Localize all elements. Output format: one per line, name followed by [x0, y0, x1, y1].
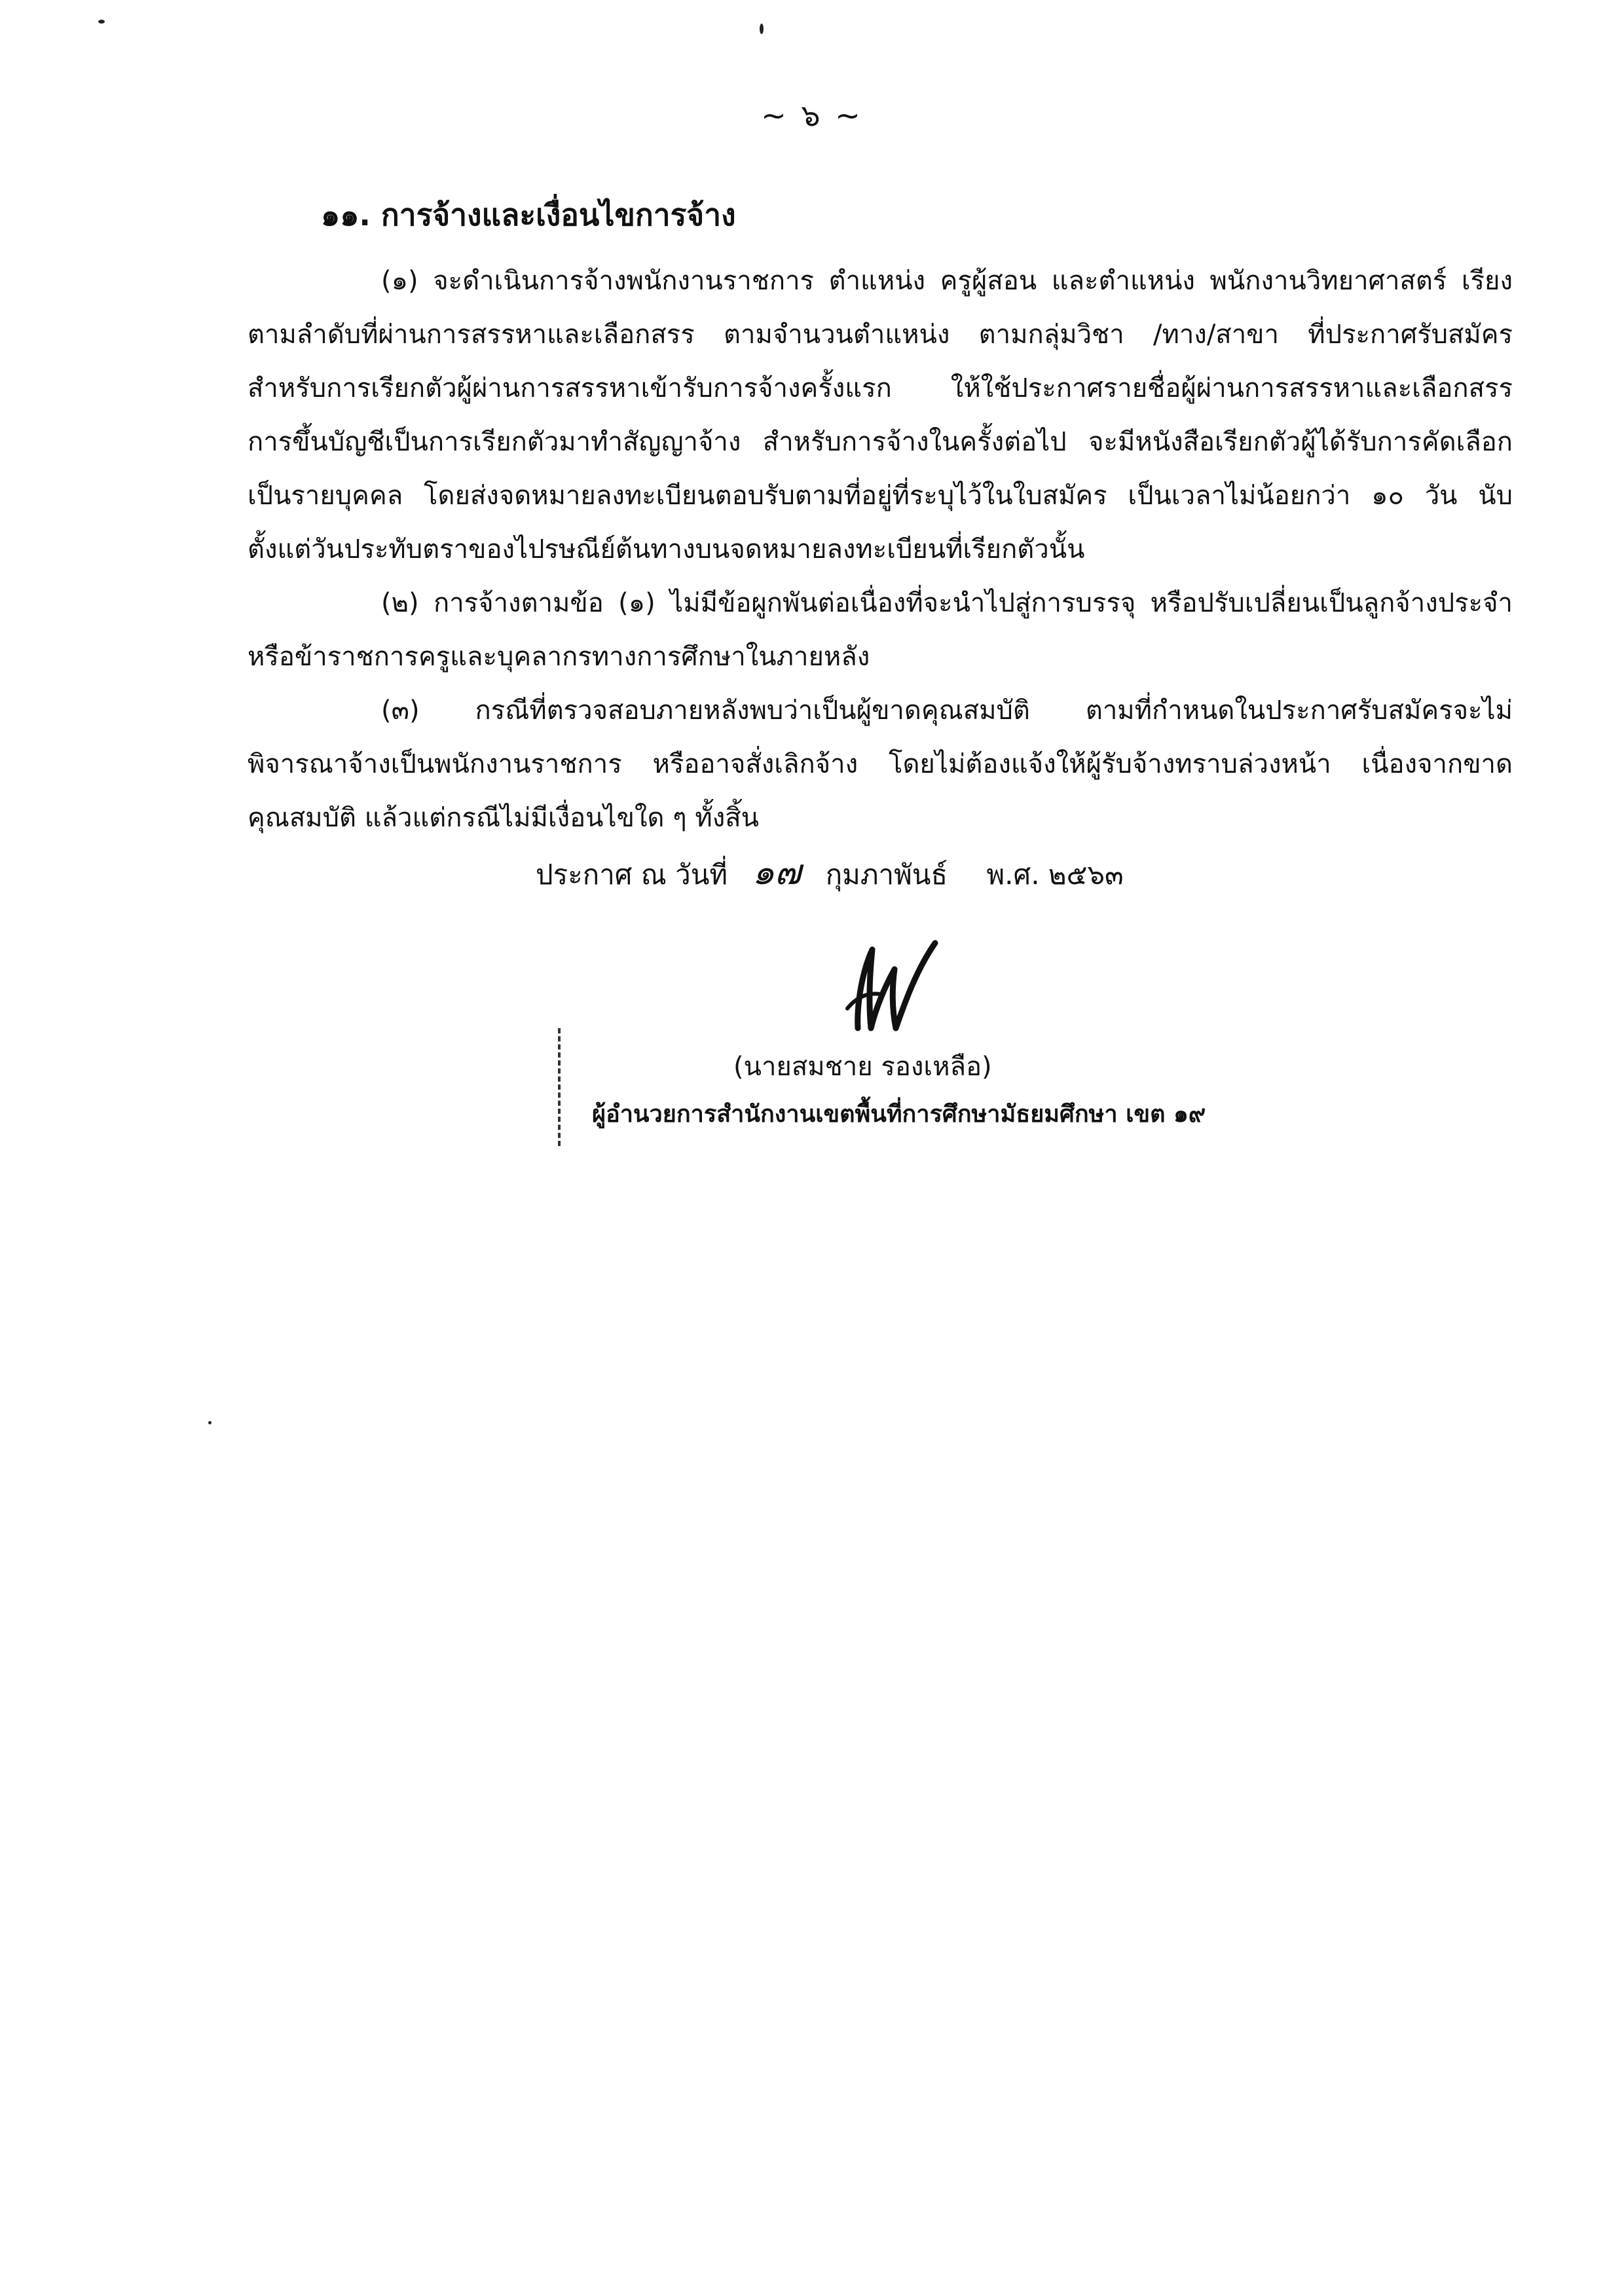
scan-speck	[760, 24, 764, 34]
page-number: ~ ๖ ~	[761, 98, 863, 133]
paragraph-2: (๒) การจ้างตามข้อ (๑) ไม่มีข้อผูกพันต่อเนื่องที่จะนำไปสู่การบรรจุ หรือปรับเปลี่ยนเป็นลูกจ้างประจำ หรือข้าราชการครูและบุคลากรทางการศึกษาในภายหลัง	[248, 588, 1513, 672]
stamp-bracket	[558, 1028, 568, 1146]
date-day: ๑๗	[752, 851, 802, 893]
paragraph-3: (๓) กรณีที่ตรวจสอบภายหลังพบว่าเป็นผู้ขาดคุณสมบัติ ตามที่กำหนดในประกาศรับสมัครจะไม่พิจารณาจ้างเป็นพนักงานราชการ หรืออาจสั่งเลิกจ้าง โดยไม่ต้องแจ้งให้ผู้รับจ้างทราบล่วงหน้า เนื่องจากขาดคุณสมบัติ แล้วแต่กรณีไม่มีเงื่อนไขใด ๆ ทั้งสิ้น	[248, 695, 1513, 833]
signatory-name: (นายสมชาย รองเหลือ)	[733, 1052, 992, 1082]
signatory-title: ผู้อำนวยการสำนักงานเขตพื้นที่การศึกษามัธยมศึกษา เขต ๑๙	[592, 1101, 1206, 1128]
date-prefix: ประกาศ ณ วันที่	[536, 859, 728, 891]
announcement-date	[536, 843, 1124, 900]
scan-speck	[208, 1421, 212, 1424]
section-heading: ๑๑. การจ้างและเงื่อนไขการจ้าง	[321, 197, 736, 232]
paragraph-1: (๑) จะดำเนินการจ้างพนักงานราชการ ตำแหน่ง ครูผู้สอน และตำแหน่ง พนักงานวิทยาศาสตร์ เรียงตามลำดับที่ผ่านการสรรหาและเลือกสรร ตามจำนวนตำแหน่ง ตามกลุ่มวิชา /ทาง/สาขา ที่ประกาศรับสมัคร สำหรับการเรียกตัวผู้ผ่านการสรรหาเข้ารับการจ้างครั้งแรก ให้ใช้ประกาศรายชื่อผู้ผ่านการสรรหาและเลือกสรร การขึ้นบัญชีเป็นการเรียกตัวมาทำสัญญาจ้าง สำหรับการจ้างในครั้งต่อไป จะมีหนังสือเรียกตัวผู้ได้รับการคัดเลือกเป็นรายบุคคล โดยส่งจดหมายลงทะเบียนตอบรับตามที่อยู่ที่ระบุไว้ในใบสมัคร เป็นเวลาไม่น้อยกว่า ๑๐ วัน นับตั้งแต่วันประทับตราของไปรษณีย์ต้นทางบนจดหมายลงทะเบียนที่เรียกตัวนั้น	[248, 266, 1513, 565]
date-month: กุมภาพันธ์	[825, 859, 948, 891]
scan-speck	[98, 20, 105, 24]
date-year: พ.ศ. ๒๕๖๓	[986, 859, 1124, 891]
section-body	[248, 254, 1513, 845]
handwritten-signature	[832, 930, 950, 1041]
